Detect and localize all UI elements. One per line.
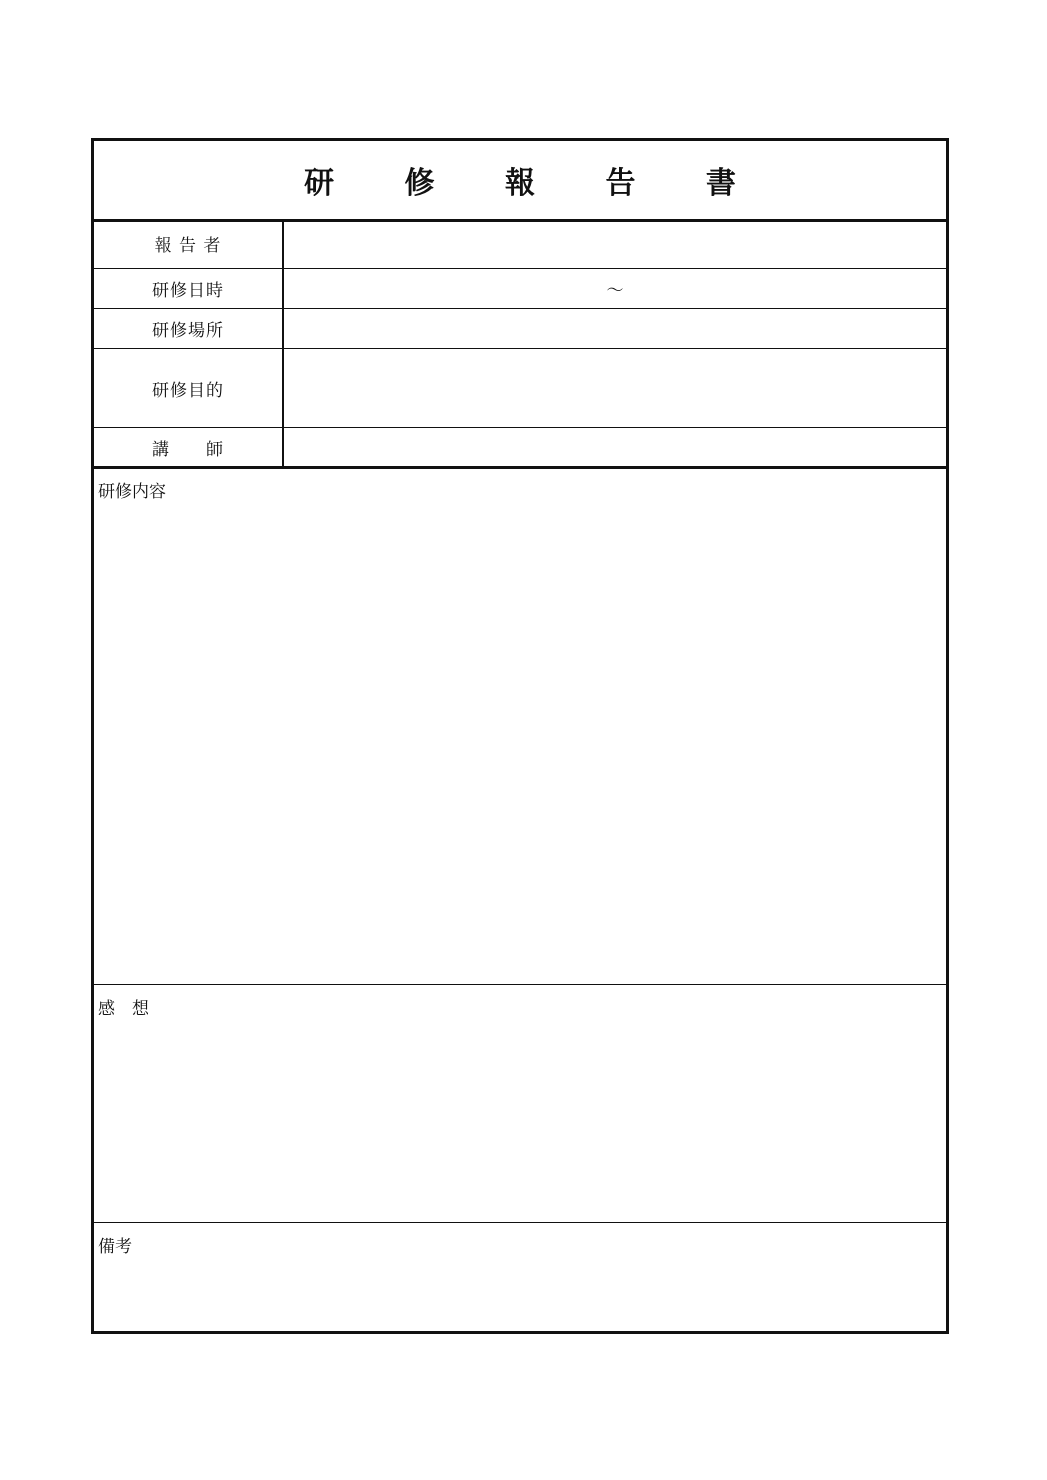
info-row-reporter [94, 219, 946, 269]
info-row-purpose [94, 349, 946, 428]
reporter-label: 報 告 者 [94, 219, 284, 268]
purpose-field[interactable] [284, 349, 946, 427]
section-impressions[interactable] [94, 986, 946, 1222]
place-field[interactable] [284, 309, 946, 348]
section-divider [94, 1222, 946, 1223]
place-label: 研修場所 [94, 309, 284, 348]
report-form [91, 138, 949, 1334]
content-label: 研修内容 [98, 482, 166, 502]
date-field[interactable]: ～ [606, 281, 624, 301]
info-row-place [94, 309, 946, 349]
purpose-label: 研修目的 [94, 349, 284, 427]
instructor-label: 講 師 [94, 428, 284, 467]
date-label: 研修日時 [94, 269, 284, 308]
info-row-instructor [94, 428, 946, 467]
title-row [94, 141, 946, 222]
section-content[interactable] [94, 469, 946, 984]
section-divider [94, 984, 946, 985]
remarks-label: 備考 [98, 1237, 132, 1257]
info-row-date [94, 269, 946, 309]
reporter-field[interactable] [284, 219, 946, 268]
form-title: 研 修 報 告 書 [304, 166, 766, 201]
impressions-label: 感 想 [98, 999, 149, 1019]
instructor-field[interactable] [284, 428, 946, 467]
section-remarks[interactable] [94, 1224, 946, 1331]
